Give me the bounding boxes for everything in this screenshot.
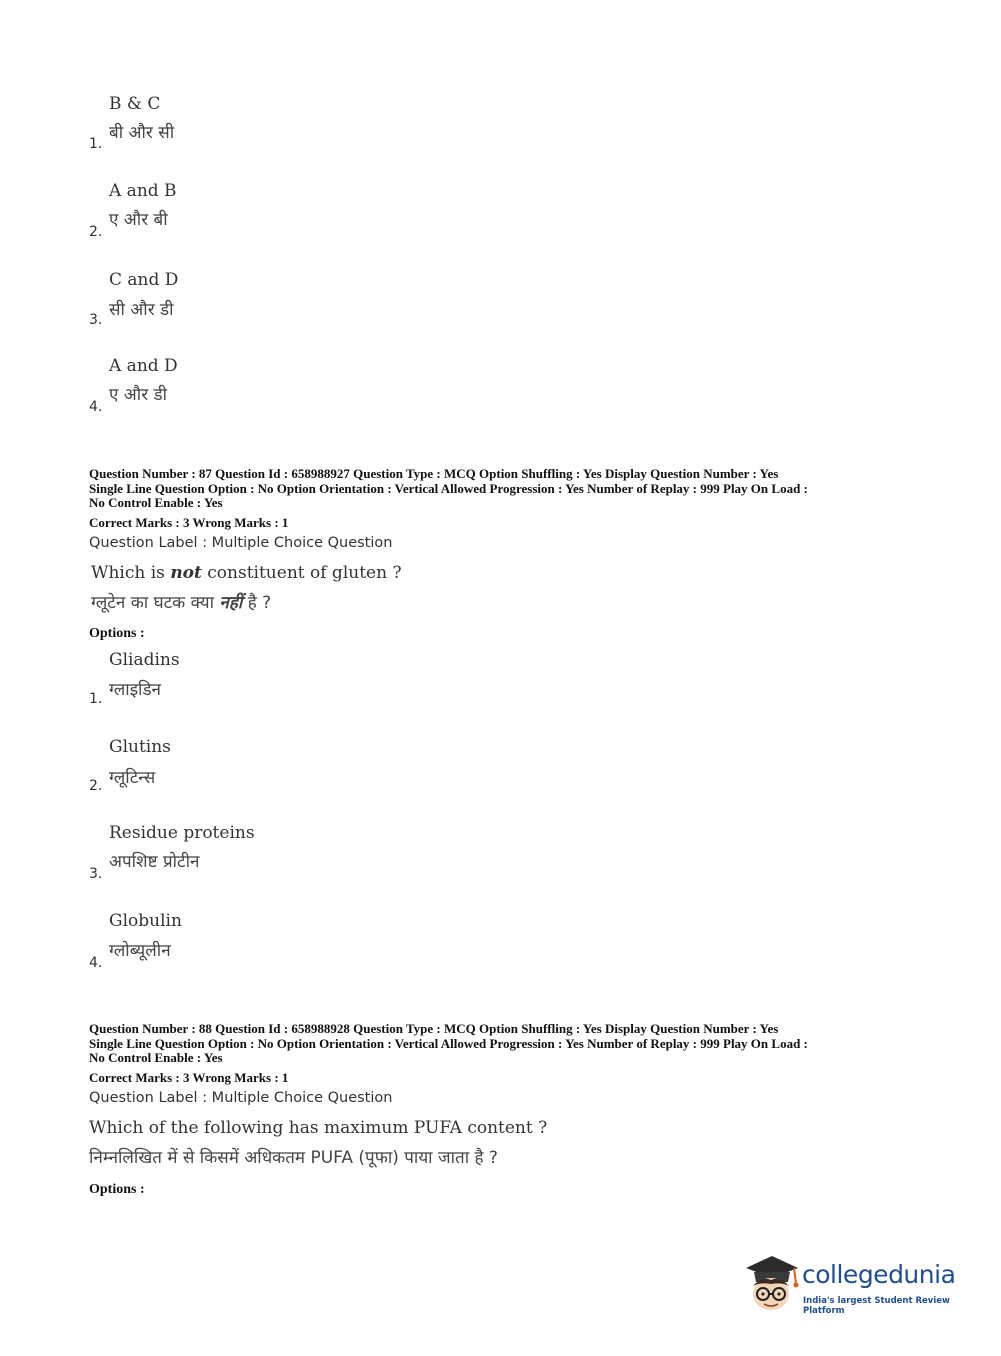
- option-number: 1.: [89, 136, 103, 152]
- brand-tagline: India's largest Student Review Platform: [803, 1296, 950, 1316]
- question-text-hi: ग्लूटेन का घटक क्या नहीं है ?: [91, 593, 272, 613]
- option-text-hi: बी और सी: [109, 123, 175, 143]
- marks-line: Correct Marks : 3 Wrong Marks : 1: [89, 515, 289, 530]
- meta-line: No Control Enable : Yes: [89, 495, 223, 510]
- option-text-hi: ग्लूटिन्स: [109, 768, 156, 788]
- option-text-en: Gliadins: [109, 650, 180, 670]
- option-number: 2.: [89, 224, 103, 240]
- option-text-hi: ए और बी: [109, 210, 168, 230]
- question-text-hi: निम्नलिखित में से किसमें अधिकतम PUFA (पूफा) पाया जाता है ?: [89, 1148, 498, 1168]
- marks-line: Correct Marks : 3 Wrong Marks : 1: [89, 1070, 289, 1085]
- emphasis-nahin: नहीं: [219, 593, 243, 613]
- question-label: Question Label : Multiple Choice Question: [89, 1090, 393, 1106]
- option-number: 3.: [89, 312, 103, 328]
- option-text-hi: ग्लाइडिन: [109, 680, 161, 700]
- question-meta: [89, 1022, 919, 1066]
- mascot-icon: [742, 1250, 800, 1314]
- question-label: Question Label : Multiple Choice Question: [89, 535, 393, 551]
- option-text-en: A and B: [109, 181, 177, 201]
- options-heading: Options :: [89, 626, 145, 641]
- question-meta: [89, 467, 919, 511]
- options-heading: Options :: [89, 1182, 145, 1197]
- meta-line: Question Number : 88 Question Id : 658988928 Question Type : MCQ Option Shuffling : Yes Display Question Number : Yes: [89, 1021, 779, 1036]
- option-text-en: C and D: [109, 270, 179, 290]
- option-number: 1.: [89, 691, 103, 707]
- option-number: 3.: [89, 866, 103, 882]
- meta-line: No Control Enable : Yes: [89, 1050, 223, 1065]
- option-number: 2.: [89, 778, 103, 794]
- meta-line: Question Number : 87 Question Id : 658988927 Question Type : MCQ Option Shuffling : Yes Display Question Number : Yes: [89, 466, 779, 481]
- brand-name: collegedunia: [802, 1260, 956, 1289]
- question-text-en: Which is not constituent of gluten ?: [91, 563, 402, 583]
- option-text-en: Glutins: [109, 737, 171, 757]
- collegedunia-logo[interactable]: [742, 1250, 972, 1314]
- option-text-hi: ग्लोब्यूलीन: [109, 941, 171, 961]
- question-text-en: Which of the following has maximum PUFA content ?: [89, 1118, 548, 1138]
- option-text-hi: अपशिष्ट प्रोटीन: [109, 852, 200, 872]
- emphasis-not: not: [170, 563, 202, 583]
- option-text-en: A and D: [109, 356, 178, 376]
- option-text-hi: सी और डी: [109, 300, 174, 320]
- option-number: 4.: [89, 399, 103, 415]
- option-number: 4.: [89, 955, 103, 971]
- meta-line: Single Line Question Option : No Option Orientation : Vertical Allowed Progression : Yes Number of Replay : 999 Play On Load :: [89, 1035, 808, 1051]
- option-text-en: Residue proteins: [109, 823, 255, 843]
- option-text-hi: ए और डी: [109, 385, 168, 405]
- option-text-en: Globulin: [109, 911, 182, 931]
- option-text-en: B & C: [109, 94, 161, 114]
- meta-line: Single Line Question Option : No Option Orientation : Vertical Allowed Progression : Yes Number of Replay : 999 Play On Load :: [89, 480, 808, 496]
